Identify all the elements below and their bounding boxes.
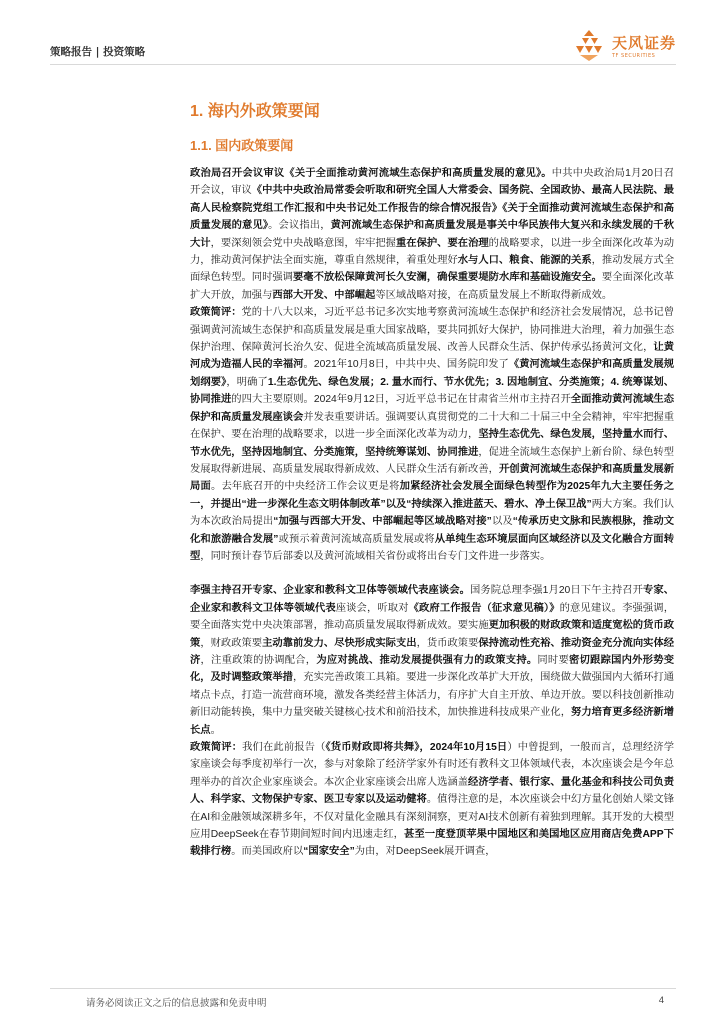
text-run: ，同时预计春节后部委以及黄河流域相关省份或将出台专门文件进一步落实。 <box>200 550 551 562</box>
bold-text-run: 努力培育更多经济新增长点 <box>190 707 675 736</box>
bold-text-run: 西部大开发、中部崛起 <box>272 289 376 301</box>
bold-text-run: 保持流动性充裕、推动资金充分流向实体经济 <box>190 637 675 666</box>
bold-text-run: 《中共中央政治局常委会听取和研究全国人大常委会、国务院、全国政协、最高人民法院、最高人民检察院党组工作汇报和中央书记处工作报告的综合情况报告》《关于全面推动黄河流域生态保护和高质量发展的意见》 <box>190 185 675 232</box>
bold-text-run: “国家安全” <box>303 846 355 858</box>
text-run: 。2021年10月8日，中共中央、国务院印发了 <box>303 359 509 371</box>
report-category: 策略报告 | 投资策略 <box>50 46 146 58</box>
bold-text-run: 为应对挑战、推动发展提供强有力的政策支持。 <box>316 654 538 666</box>
paragraph-politburo-meeting <box>190 165 674 304</box>
bold-text-run: 专家、企业家和教科文卫体等领域代表 <box>190 585 675 614</box>
bold-text-run: 1.生态优先、绿色发展；2. 量水而行、节水优先；3. 因地制宜、分类施策；4. 统筹谋划、协同推进 <box>190 376 674 406</box>
bold-text-run: 全面推动黄河流域生态保护和高质量发展座谈会 <box>190 394 675 423</box>
text-run: 我们在此前报告（ <box>242 742 326 753</box>
text-run: 国务院总理李强1月20日下午主持召开 <box>470 585 643 597</box>
bold-text-run: 水与人口、粮食、能源的关系 <box>457 255 592 267</box>
text-run: 。而美国政府以 <box>231 846 304 858</box>
bold-text-run: 重在保护、要在治理 <box>395 237 489 249</box>
text-run: 为由，对DeepSeek展开调查， <box>354 846 496 858</box>
paragraph-premier-symposium <box>190 582 674 739</box>
text-run: 两大方案。我们认为本次政治局提出 <box>190 498 675 528</box>
bold-text-run: 主动靠前发力、尽快形成实际支出 <box>262 637 417 649</box>
bold-text-run: 《货币财政即将共舞》，2024年10月15日 <box>325 742 508 753</box>
header-divider <box>50 64 676 65</box>
bold-text-run: 从单纯生态环境层面向区域经济以及文化融合方面转型 <box>190 533 675 562</box>
text-run: 党的十八大以来，习近平总书记多次实地考察黄河流域生态保护和经济社会发展情况，总书记曾强调黄河流域生态保护和高质量发展是重大国家战略，要共同抓好大保护，协同推进大治理，着力加强生态保护治理、保障黄河长治久安、促进全流域高质量发展、改善人民群众生活、保护传承弘扬黄河文化， <box>190 307 675 354</box>
text-run: ，注重政策的协调配合， <box>200 654 317 666</box>
section-title: 1. 海内外政策要闻 <box>190 103 320 120</box>
bold-text-run: 政治局召开会议审议《关于全面推动黄河流域生态保护和高质量发展的意见》。 <box>190 168 552 179</box>
text-run: ，明确了 <box>226 376 268 388</box>
bold-text-run: 更加积极的财政政策和适度宽松的货币政策 <box>190 620 675 649</box>
logo-subtitle: TF SECURITIES <box>612 53 656 59</box>
logo-name: 天风证券 <box>612 34 677 52</box>
text-run: 要全面深化改革扩大开放，加强与 <box>190 272 675 301</box>
bold-text-run: “传承历史文脉和民族根脉，推动文化和旅游融合发展” <box>190 516 675 545</box>
text-run: 座谈会，听取对 <box>335 602 409 614</box>
text-run: ，货币政策要 <box>416 637 479 649</box>
text-run: ，促进全流域生态保护上新台阶、绿色转型发展取得新进展、高质量发展取得新成效、人民群众生活有新改善， <box>190 446 675 475</box>
text-run: 等区域战略对接，在高质量发展上不断取得新成效。 <box>375 289 613 301</box>
text-run: 以及 <box>491 516 513 528</box>
bold-text-run: 坚持生态优先、绿色发展，坚持量水而行、节水优先，坚持因地制宜、分类施策，坚持统筹谋划、协同推进 <box>190 429 675 458</box>
main-content <box>190 98 674 861</box>
text-run: ）中曾提到，一般而言，总理经济学家座谈会每季度初举行一次，参与对象除了经济学家外有时还有教科文卫体领域代表，本次座谈会是今年总理举办的首次企业家座谈会。本次企业家座谈会出席人选涵盖 <box>190 742 675 788</box>
text-run: 。会议指出， <box>268 220 331 232</box>
footer-divider <box>50 988 676 989</box>
paragraph-policy-review-2 <box>190 739 674 861</box>
text-run: 的战略要求，以进一步全面深化改革为动力，推动黄河保护法全面实施，尊重自然规律，着重处理好 <box>190 237 675 267</box>
text-run: ，要深刻领会党中央战略意图，牢牢把握 <box>210 237 396 249</box>
text-run: 。 <box>210 724 221 736</box>
footer-disclaimer: 请务必阅读正文之后的信息披露和免责申明 <box>86 998 267 1009</box>
bold-text-run: 密切跟踪国内外形势变化，及时调整政策举措 <box>190 654 675 684</box>
text-run: 的四大主要原则。2024年9月12日，习近平总书记在甘肃省兰州市主持召开 <box>231 394 571 406</box>
bold-text-run: 甚至一度登顶苹果中国地区和美国地区应用商店免费APP下载排行榜 <box>190 829 675 858</box>
bold-text-run: 经济学者、银行家、量化基金和科技公司负责人、科学家、文物保护专家、医卫专家以及运动健将 <box>190 776 675 806</box>
bold-text-run: 要毫不放松保障黄河长久安澜，确保重要堤防水库和基础设施安全。 <box>292 272 602 284</box>
bold-text-run: 《政府工作报告（征求意见稿）》 <box>408 602 560 614</box>
bold-text-run: 政策简评： <box>190 307 242 319</box>
text-run: 同时要 <box>537 654 569 666</box>
company-logo <box>572 28 702 68</box>
page-number: 4 <box>658 995 664 1006</box>
bold-text-run: “加强与西部大开发、中部崛起等区域战略对接” <box>273 516 492 528</box>
bold-text-run: 加紧经济社会发展全面绿色转型作为2025年九大主要任务之一，并提出“进一步深化生态文明体制改革”以及“持续深入推进蓝天、碧水、净土保卫战” <box>190 481 675 510</box>
text-run: 的意见建议。李强强调，要全面落实党中央决策部署，推动高质量发展取得新成效。要实施 <box>190 602 675 632</box>
bold-text-run: 政策简评： <box>190 742 243 753</box>
subsection-title: 1.1. 国内政策要闻 <box>190 138 294 153</box>
bold-text-run: 李强主持召开专家、企业家和教科文卫体等领域代表座谈会。 <box>190 585 471 597</box>
bold-text-run: 《黄河流域生态保护和高质量发展规划纲要》 <box>190 359 675 388</box>
text-run: ，充实完善政策工具箱。要进一步深化改革扩大开放，围绕做大做强国内大循环打通堵点卡点，打造一流营商环境，激发各类经营主体活力，有序扩大自主开放、单边开放。要以科技创新推动新旧动能转换，集中力量突破关键核心技术和前沿技术，加快推进科技成果产业化， <box>190 672 675 719</box>
text-run: 或预示着黄河流域高质量发展或将 <box>278 533 435 545</box>
text-run: 。去年底召开的中央经济工作会议更是将 <box>210 481 400 493</box>
bold-text-run: 让黄河成为造福人民的幸福河 <box>190 342 675 371</box>
text-run: ，推动发展方式全面绿色转型。同时强调 <box>190 255 675 284</box>
paragraph-policy-review-1 <box>190 304 674 565</box>
bold-text-run: 开创黄河流域生态保护和高质量发展新局面 <box>190 463 675 493</box>
logo-mark-icon <box>572 28 606 62</box>
bold-text-run: 黄河流域生态保护和高质量发展是事关中华民族伟大复兴和永续发展的千秋大计 <box>190 220 675 249</box>
text-run: 中共中央政治局1月20日召开会议，审议 <box>190 168 674 197</box>
text-run: ，财政政策要 <box>200 637 263 649</box>
paragraph-gap <box>190 565 674 582</box>
text-run: 并发表重要讲话。强调要认真贯彻党的二十大和二十届三中全会精神，牢牢把握重在保护、要在治理的战略要求，以进一步全面深化改革为动力， <box>190 411 675 441</box>
text-run: 。值得注意的是，本次座谈会中幻方量化创始人梁文锋在AI和金融领域深耕多年，不仅对量化金融具有深刻洞察，更对AI技术创新有着独到理解。其开发的大模型应用DeepSeek在春节期间短时间内迅速走红， <box>190 794 675 841</box>
